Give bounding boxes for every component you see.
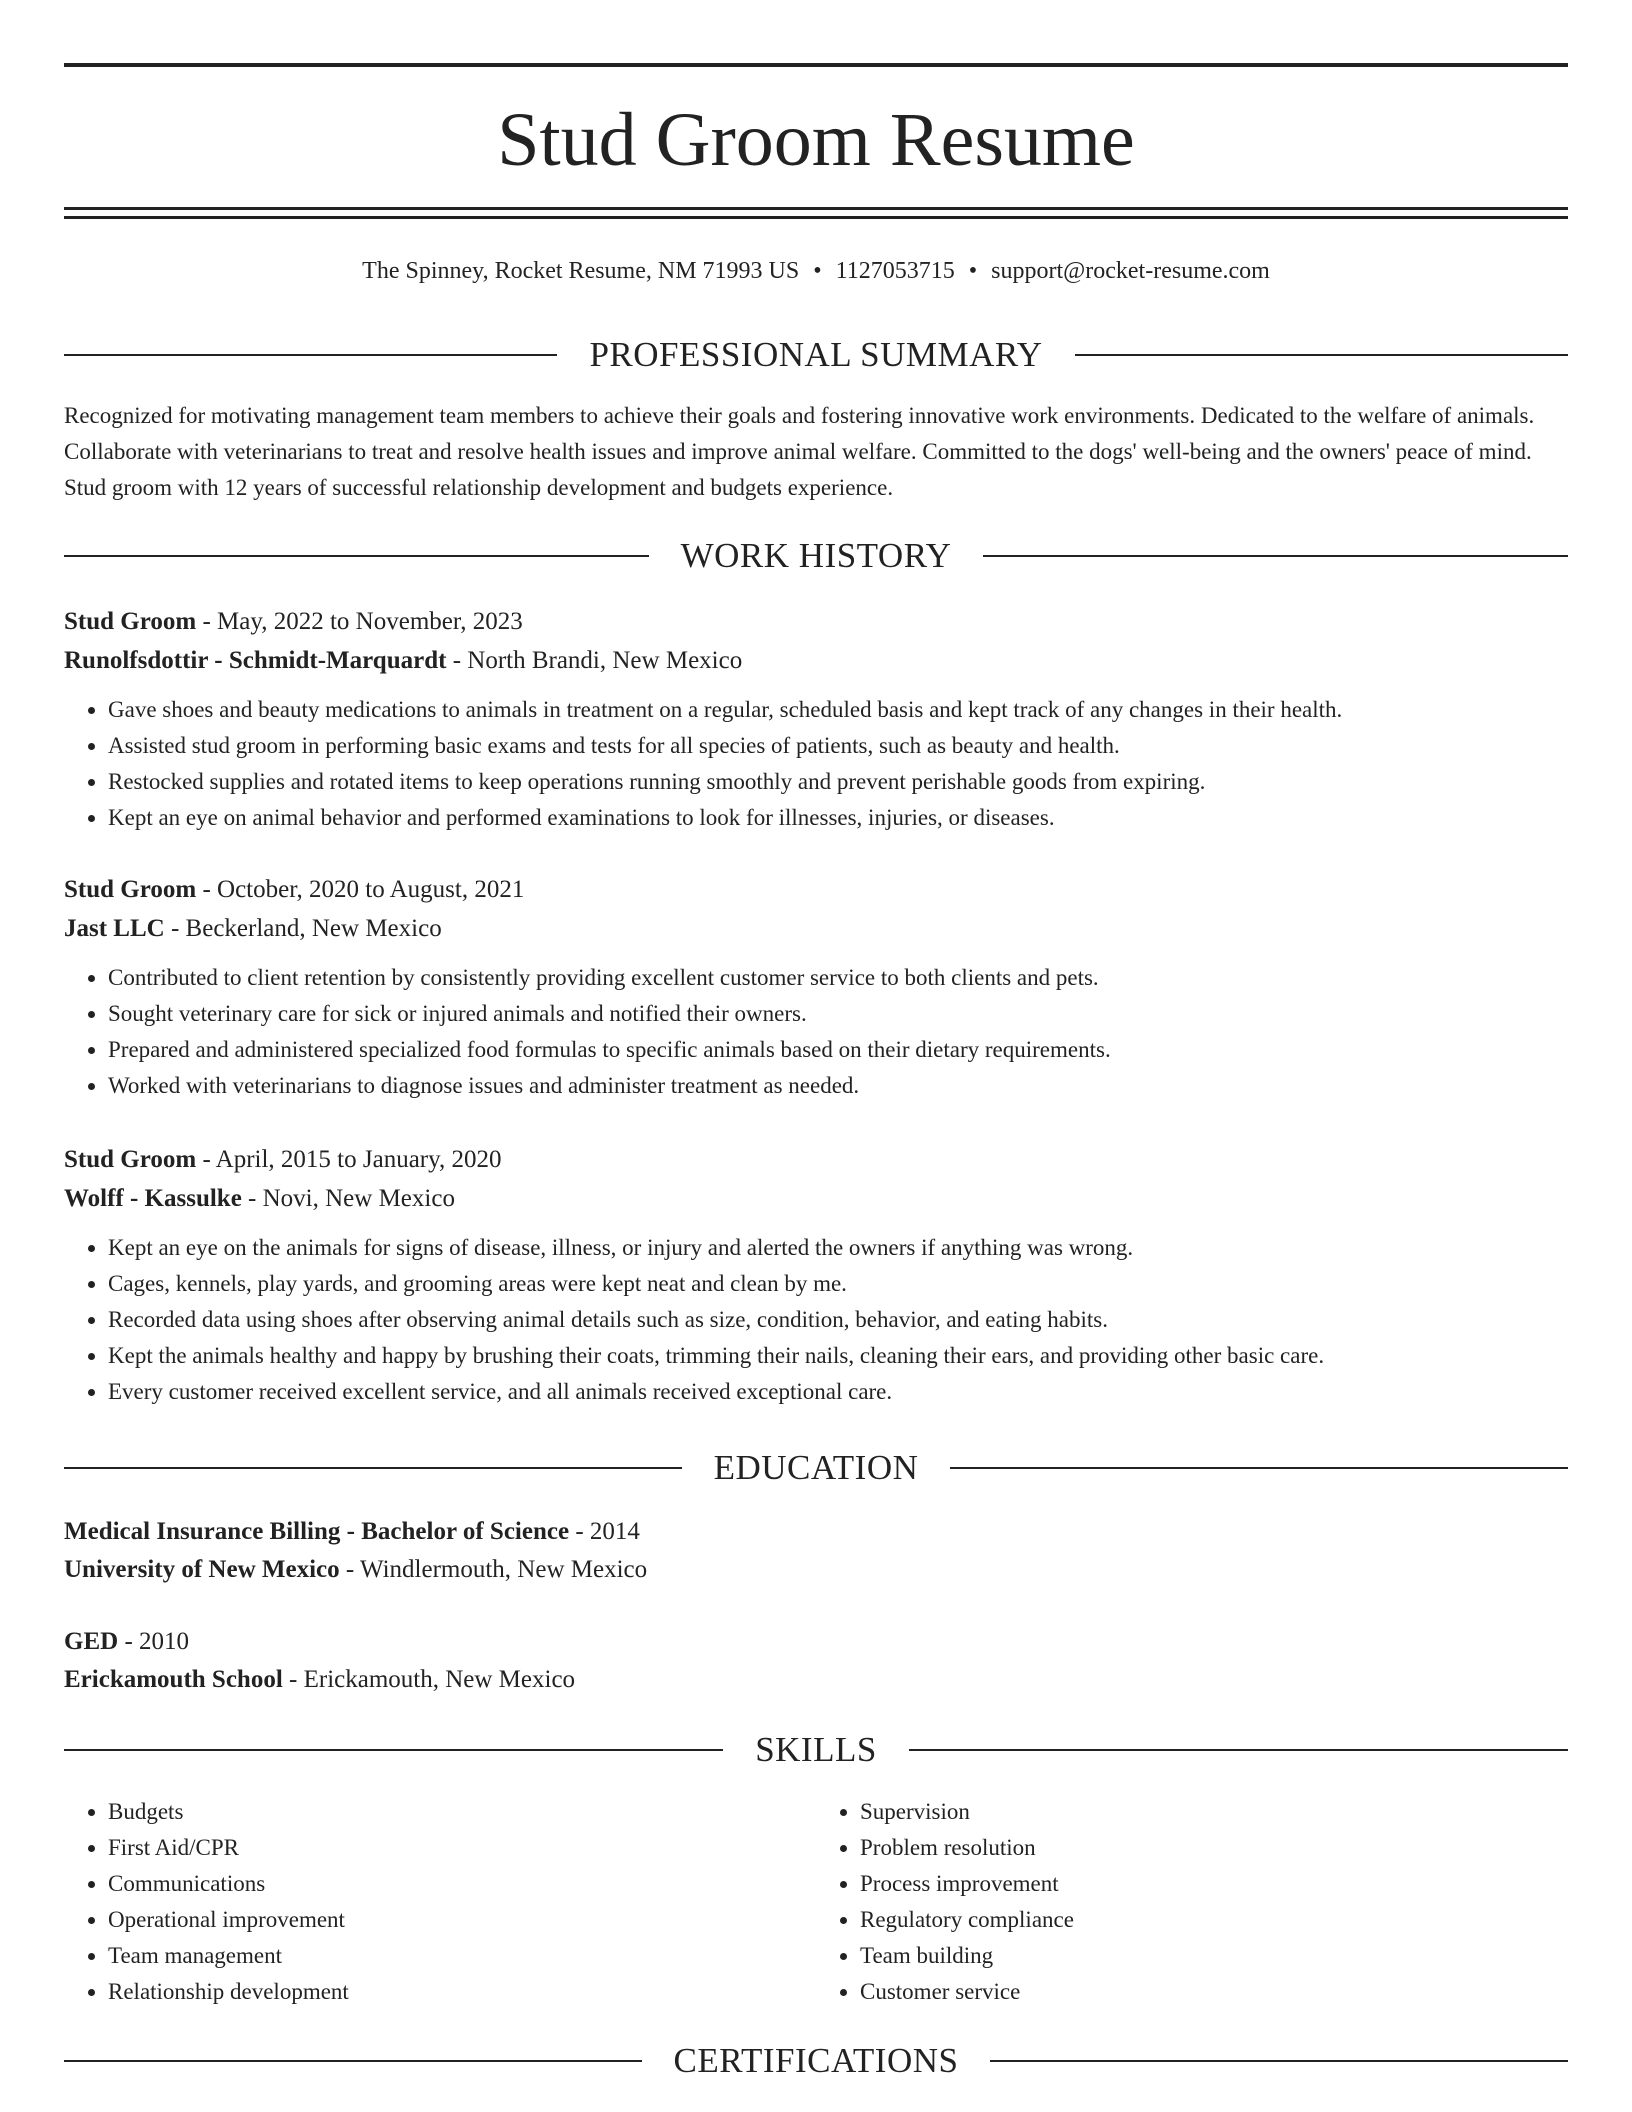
section-title: SKILLS [755, 1730, 877, 1769]
contact-email: support@rocket-resume.com [991, 258, 1270, 284]
section-title: PROFESSIONAL SUMMARY [589, 335, 1043, 374]
list-item: • Kept the animals healthy and happy by brushing their coats, trimming their nails, cleaning their ears, and providing other basic care. [108, 1338, 1568, 1374]
summary-text: Recognized for motivating management team members to achieve their goals and fostering innovative work environments. Dedicated to the welfare of animals. Collaborate with veterinarians to treat and resolve health issues and improve animal welfare. Committed to the dogs' well-being and the owners' peace of mind. Stud groom with 12 years of successful relationship development and budgets experience. [64, 403, 1535, 500]
title-double-rule [64, 207, 1568, 219]
list-item: • Operational improvement [108, 1902, 816, 1938]
heading-rule-right [950, 1467, 1568, 1469]
list-item: • Customer service [860, 1974, 1568, 2010]
job-dates: - October, 2020 to August, 2021 [196, 876, 525, 903]
education-degree: Medical Insurance Billing - Bachelor of Science [64, 1518, 570, 1545]
education-school: Erickamouth School [64, 1666, 283, 1693]
list-item: • Contributed to client retention by consistently providing excellent customer service to both clients and pets. [108, 960, 1568, 996]
education-year: - 2010 [118, 1628, 190, 1655]
heading-rule-right [983, 555, 1568, 557]
education-school-line [64, 1551, 1568, 1589]
job-company-line [64, 641, 1568, 680]
section-heading-summary [64, 333, 1568, 377]
job-title: Stud Groom [64, 608, 197, 635]
list-item: • Sought veterinary care for sick or injured animals and notified their owners. [108, 996, 1568, 1032]
list-item: • Problem resolution [860, 1830, 1568, 1866]
skills-list-right [816, 1794, 1568, 2010]
list-item: • Cages, kennels, play yards, and grooming areas were kept neat and clean by me. [108, 1266, 1568, 1302]
list-item: • Regulatory compliance [860, 1902, 1568, 1938]
list-item: • Worked with veterinarians to diagnose issues and administer treatment as needed. [108, 1068, 1568, 1104]
top-rule [64, 63, 1568, 67]
education-entry [64, 1513, 1568, 1589]
education-year: - 2014 [569, 1518, 640, 1545]
list-item: • Supervision [860, 1794, 1568, 1830]
job-bullets [64, 960, 1568, 1104]
education-location: - Erickamouth, New Mexico [282, 1666, 576, 1693]
heading-rule-right [1075, 354, 1568, 356]
heading-rule-left [64, 2060, 642, 2062]
job-entry [64, 870, 1568, 1104]
list-item: • Budgets [108, 1794, 816, 1830]
section-title: WORK HISTORY [680, 536, 952, 575]
job-company-line [64, 1179, 1568, 1218]
list-item: • Prepared and administered specialized food formulas to specific animals based on their dietary requirements. [108, 1032, 1568, 1068]
heading-rule-right [990, 2060, 1568, 2062]
job-title-line [64, 1140, 1568, 1179]
job-location: - Novi, New Mexico [241, 1185, 455, 1212]
education-degree: GED [64, 1628, 119, 1655]
heading-rule-right [909, 1749, 1568, 1751]
list-item: • Kept an eye on the animals for signs of disease, illness, or injury and alerted the owners if anything was wrong. [108, 1230, 1568, 1266]
heading-rule-left [64, 555, 649, 557]
section-heading-education [64, 1446, 1568, 1490]
heading-rule-left [64, 354, 557, 356]
heading-rule-left [64, 1467, 682, 1469]
contact-separator: • [968, 258, 978, 284]
education-degree-line [64, 1513, 1568, 1551]
section-title: CERTIFICATIONS [673, 2041, 959, 2080]
job-company: Wolff - Kassulke [64, 1185, 242, 1212]
job-entry [64, 1140, 1568, 1410]
job-bullets [64, 692, 1568, 836]
job-company: Jast LLC [64, 915, 165, 942]
education-school: University of New Mexico [64, 1556, 340, 1583]
section-heading-skills [64, 1728, 1568, 1772]
job-location: - North Brandi, New Mexico [446, 647, 743, 674]
section-title: EDUCATION [713, 1448, 919, 1487]
list-item: • Communications [108, 1866, 816, 1902]
list-item: • First Aid/CPR [108, 1830, 816, 1866]
job-bullets [64, 1230, 1568, 1410]
contact-phone: 1127053715 [835, 258, 955, 284]
job-title-line [64, 870, 1568, 909]
job-location: - Beckerland, New Mexico [164, 915, 442, 942]
section-heading-work [64, 534, 1568, 578]
section-heading-certifications [64, 2039, 1568, 2083]
education-school-line [64, 1661, 1568, 1699]
job-entry [64, 602, 1568, 836]
education-entry [64, 1623, 1568, 1699]
education-degree-line [64, 1623, 1568, 1661]
list-item: • Gave shoes and beauty medications to animals in treatment on a regular, scheduled basis and kept track of any changes in their health. [108, 692, 1568, 728]
job-company-line [64, 909, 1568, 948]
job-dates: - April, 2015 to January, 2020 [196, 1146, 502, 1173]
list-item: • Team management [108, 1938, 816, 1974]
list-item: • Recorded data using shoes after observing animal details such as size, condition, behavior, and eating habits. [108, 1302, 1568, 1338]
list-item: • Relationship development [108, 1974, 816, 2010]
list-item: • Kept an eye on animal behavior and performed examinations to look for illnesses, injuries, or diseases. [108, 800, 1568, 836]
resume-title: Stud Groom Resume [497, 98, 1135, 182]
job-company: Runolfsdottir - Schmidt-Marquardt [64, 647, 447, 674]
contact-address: The Spinney, Rocket Resume, NM 71993 US [362, 258, 800, 284]
list-item: • Every customer received excellent service, and all animals received exceptional care. [108, 1374, 1568, 1410]
contact-line [64, 254, 1568, 288]
heading-rule-left [64, 1749, 723, 1751]
list-item: • Assisted stud groom in performing basic exams and tests for all species of patients, such as beauty and health. [108, 728, 1568, 764]
contact-separator: • [813, 258, 822, 284]
list-item: • Restocked supplies and rotated items to keep operations running smoothly and prevent perishable goods from expiring. [108, 764, 1568, 800]
list-item: • Process improvement [860, 1866, 1568, 1902]
job-title-line [64, 602, 1568, 641]
skills-columns [64, 1794, 1568, 2010]
job-title: Stud Groom [64, 876, 197, 903]
list-item: • Team building [860, 1938, 1568, 1974]
education-location: - Windlermouth, New Mexico [339, 1556, 648, 1583]
job-title: Stud Groom [64, 1146, 197, 1173]
job-dates: - May, 2022 to November, 2023 [196, 608, 523, 635]
skills-list-left [64, 1794, 816, 2010]
